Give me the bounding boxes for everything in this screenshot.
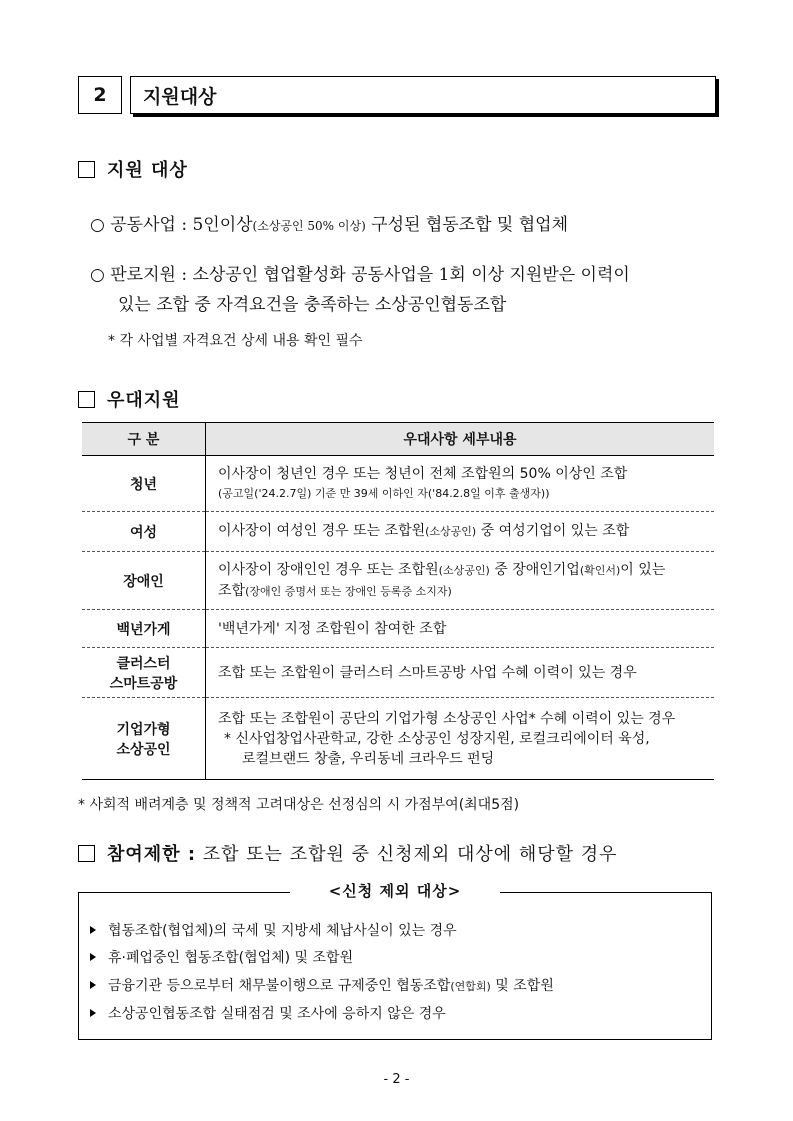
exclusion-box-title: <신청 제외 대상> — [290, 880, 500, 901]
section-title: 지원대상 — [130, 76, 716, 114]
row-detail — [206, 456, 715, 512]
exclusion-item — [90, 975, 554, 995]
target-item-joint-prefix: ○ 공동사업 : 5인이상 — [90, 215, 253, 235]
row-detail-b: 중 장애인기업 — [489, 561, 580, 578]
row-detail-a: 이사장이 여성인 경우 또는 조합원 — [218, 523, 426, 539]
checkbox-square-icon — [78, 161, 95, 178]
row-detail-b: 중 여성기업이 있는 조합 — [476, 523, 630, 539]
exclusion-item — [90, 920, 457, 940]
restriction-heading-bold: 참여제한 : — [107, 844, 197, 865]
target-item-joint-suffix: 구성된 협동조합 및 협업체 — [365, 215, 569, 235]
table-row — [82, 552, 714, 610]
target-heading — [78, 156, 188, 182]
target-item-sales-line1: ○ 판로지원 : 소상공인 협업활성화 공동사업을 1회 이상 지원받은 이력이 — [90, 265, 630, 285]
target-item-sales-line2: 있는 조합 중 자격요건을 충족하는 소상공인협동조합 — [118, 295, 507, 315]
row-category: 장애인 — [82, 552, 206, 610]
row-category-line1: 클러스터 — [116, 655, 171, 672]
row-detail-line3: 로컬브랜드 창출, 우리동네 크라우드 펀딩 — [242, 750, 495, 767]
row-category: 여성 — [82, 512, 206, 552]
checkbox-square-icon — [78, 845, 95, 862]
page-number: - 2 - — [383, 1072, 410, 1087]
row-category-line1: 기업가형 — [116, 721, 171, 738]
row-detail — [206, 698, 715, 780]
table-header-category: 구 분 — [82, 423, 206, 456]
table-header-row — [82, 423, 714, 456]
table-row — [82, 456, 714, 512]
exclusion-item-text: 협동조합(협업체)의 국세 및 지방세 체납사실이 있는 경우 — [108, 923, 457, 939]
target-heading-text: 지원 대상 — [107, 160, 188, 181]
exclusion-item-text-b: 및 조합원 — [490, 978, 554, 994]
row-category-line2: 스마트공방 — [109, 675, 178, 692]
row-category — [82, 648, 206, 698]
restriction-heading — [78, 840, 618, 866]
row-detail-line2a: 조합 — [218, 582, 246, 599]
row-detail-line2: * 신사업창업사관학교, 강한 소상공인 성장지원, 로컬크리에이터 육성, — [224, 730, 650, 747]
row-detail-line1: 조합 또는 조합원이 공단의 기업가형 소상공인 사업* 수혜 이력이 있는 경우 — [218, 710, 676, 727]
row-detail-small: (소상공인) — [438, 563, 490, 577]
table-row — [82, 512, 714, 552]
row-category — [82, 698, 206, 780]
row-detail: 조합 또는 조합원이 클러스터 스마트공방 사업 수혜 이력이 있는 경우 — [206, 648, 715, 698]
preference-heading-text: 우대지원 — [107, 390, 181, 411]
target-note: * 각 사업별 자격요건 상세 내용 확인 필수 — [108, 333, 363, 349]
target-item-joint-small: (소상공인 50% 이상) — [252, 219, 366, 233]
exclusion-item — [90, 947, 353, 967]
row-category: 백년가게 — [82, 610, 206, 648]
triangle-bullet-icon — [90, 1009, 96, 1017]
row-category-line2: 소상공인 — [116, 741, 171, 758]
row-detail-c: 이 있는 — [620, 561, 666, 578]
exclusion-item-text: 휴·폐업중인 협동조합(협업체) 및 조합원 — [108, 950, 354, 966]
preference-note: * 사회적 배려계층 및 정책적 고려대상은 선정심의 시 가점부여(최대5점) — [78, 797, 520, 813]
exclusion-item-text-a: 금융기관 등으로부터 채무불이행으로 규제중인 협동조합 — [108, 978, 451, 994]
row-detail-line2-small: (장애인 증명서 또는 장애인 등록증 소지자) — [245, 584, 452, 598]
table-row — [82, 698, 714, 780]
row-detail-a: 이사장이 장애인인 경우 또는 조합원 — [218, 561, 439, 578]
row-detail-small2: (확인서) — [579, 563, 621, 577]
target-item-joint — [90, 210, 568, 235]
row-category: 청년 — [82, 456, 206, 512]
exclusion-item-text-small: (연합회) — [450, 980, 491, 993]
restriction-heading-rest: 조합 또는 조합원 중 신청제외 대상에 해당할 경우 — [196, 844, 618, 865]
preference-table — [82, 422, 714, 780]
preference-heading — [78, 386, 181, 412]
table-header-detail: 우대사항 세부내용 — [206, 423, 715, 456]
row-detail-line2: (공고일('24.2.7일) 기준 만 39세 이하인 자('84.2.8일 이후 출생자)) — [218, 486, 550, 500]
checkbox-square-icon — [78, 391, 95, 408]
row-detail — [206, 552, 715, 610]
row-detail-line1: 이사장이 청년인 경우 또는 청년이 전체 조합원의 50% 이상인 조합 — [218, 465, 628, 482]
row-detail-small: (소상공인) — [425, 525, 477, 538]
row-detail — [206, 512, 715, 552]
exclusion-item — [90, 1003, 446, 1023]
triangle-bullet-icon — [90, 953, 96, 961]
triangle-bullet-icon — [90, 926, 96, 934]
triangle-bullet-icon — [90, 981, 96, 989]
exclusion-item-text: 소상공인협동조합 실태점검 및 조사에 응하지 않은 경우 — [108, 1006, 446, 1022]
section-number: 2 — [78, 76, 122, 114]
row-detail: '백년가게' 지정 조합원이 참여한 조합 — [206, 610, 715, 648]
table-row — [82, 648, 714, 698]
table-row — [82, 610, 714, 648]
